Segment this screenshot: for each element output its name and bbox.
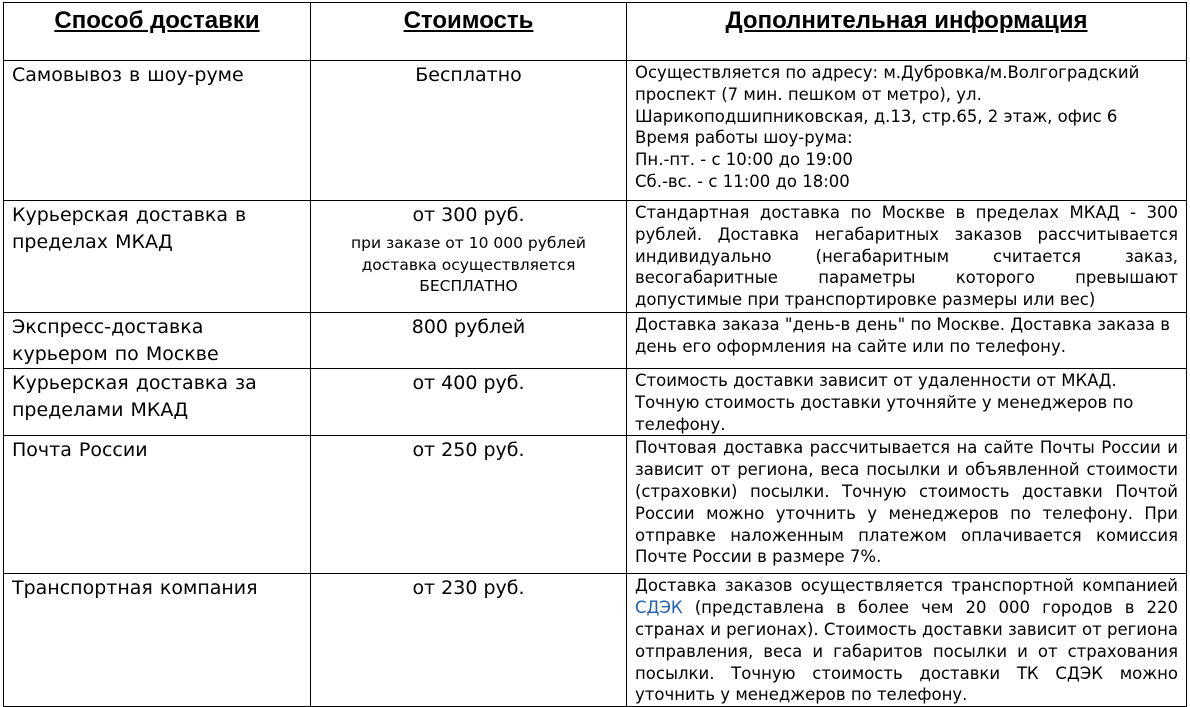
info-cell xyxy=(627,369,1187,436)
cost-cell xyxy=(311,369,627,436)
method-text: Экспресс-доставка курьером по Москве xyxy=(12,316,219,365)
header-cost: Стоимость xyxy=(311,3,627,61)
method-text: Почта России xyxy=(12,439,148,462)
header-info: Дополнительная информация xyxy=(627,3,1187,61)
table-row xyxy=(4,61,1187,201)
info-cell xyxy=(627,574,1187,707)
info-cell xyxy=(627,201,1187,313)
method-cell xyxy=(4,201,311,313)
cost-text: от 230 руб. xyxy=(412,577,525,600)
method-text: Курьерская доставка за пределами МКАД xyxy=(12,372,257,421)
info-text-before-link: Доставка заказов осуществляется транспортной компанией xyxy=(635,576,1178,596)
info-text: Почтовая доставка рассчитывается на сайте Почты России и зависит от региона, веса посылки и объявленной стоимости (страховки) посылки. Точную стоимость доставки Почтой России можно уточнить у менеджеров по телефону. При отправке наложенным платежом оплачивается комиссия Почте России в размере 7%. xyxy=(635,438,1178,567)
info-line: Время работы шоу-рума: xyxy=(635,128,853,148)
info-line: Пн.-пт. - с 10:00 до 19:00 xyxy=(635,150,853,170)
info-line: проспект (7 мин. пешком от метро), ул. xyxy=(635,84,982,104)
method-cell xyxy=(4,574,311,707)
info-cell xyxy=(627,313,1187,369)
table-row xyxy=(4,313,1187,369)
method-cell xyxy=(4,313,311,369)
info-text: Стандартная доставка по Москве в пределах МКАД - 300 рублей. Доставка негабаритных заказов рассчитывается индивидуально (негабаритным считается заказ, весогабаритные параметры которого превышают допустимые при транспортировке размеры или вес) xyxy=(635,203,1178,310)
table-header-row xyxy=(4,3,1187,61)
info-cell xyxy=(627,61,1187,201)
table-row xyxy=(4,436,1187,574)
info-text: Доставка заказа "день-в день" по Москве. Доставка заказа в день его оформления на сайте или по телефону. xyxy=(635,315,1170,356)
free-delivery-note: при заказе от 10 000 рублей доставка осуществляется БЕСПЛАТНО xyxy=(351,234,586,295)
info-line: Осуществляется по адресу: м.Дубровка/м.Волгоградский xyxy=(635,63,1140,82)
cost-cell xyxy=(311,436,627,574)
info-cell xyxy=(627,436,1187,574)
method-cell xyxy=(4,369,311,436)
method-text: Курьерская доставка в пределах МКАД xyxy=(12,204,247,253)
cost-text: от 400 руб. xyxy=(412,372,525,394)
method-cell xyxy=(4,436,311,574)
info-line: Сб.-вс. - с 11:00 до 18:00 xyxy=(635,171,850,191)
method-text: Самовывоз в шоу-руме xyxy=(12,64,244,86)
info-text-after-link: (представлена в более чем 20 000 городов в 220 странах и регионах). Стоимость доставки зависит от региона отправления, веса и габаритов посылки и от страхования посылки. Точную стоимость доставки ТК СДЭК можно уточнить у менеджеров по телефону. xyxy=(635,598,1178,705)
cost-cell xyxy=(311,313,627,369)
table-row xyxy=(4,574,1187,707)
method-cell xyxy=(4,61,311,201)
cost-cell xyxy=(311,201,627,313)
cdek-link[interactable]: СДЭК xyxy=(635,598,683,618)
cost-text: от 300 руб. xyxy=(412,204,525,226)
cost-text: 800 рублей xyxy=(411,316,526,338)
cost-text: Бесплатно xyxy=(415,64,522,86)
info-text: Стоимость доставки зависит от удаленности от МКАД. Точную стоимость доставки уточняйте у менеджеров по телефону. xyxy=(635,371,1134,434)
header-method: Способ доставки xyxy=(4,3,311,61)
cost-text: от 250 руб. xyxy=(412,439,525,462)
method-text: Транспортная компания xyxy=(12,577,258,600)
cost-cell xyxy=(311,574,627,707)
delivery-table xyxy=(3,2,1187,707)
table-row xyxy=(4,201,1187,313)
cost-cell xyxy=(311,61,627,201)
info-line: Шарикоподшипниковская, д.13, стр.65, 2 этаж, офис 6 xyxy=(635,106,1118,126)
table-row xyxy=(4,369,1187,436)
